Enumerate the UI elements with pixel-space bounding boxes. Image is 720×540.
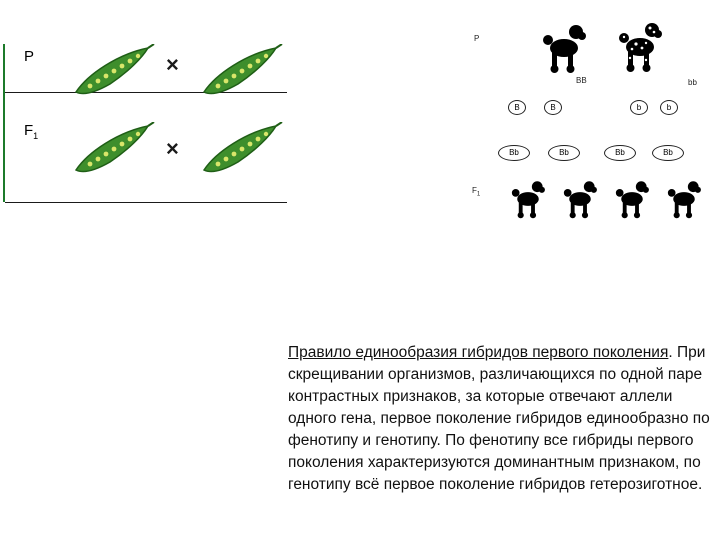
black-poodle-icon xyxy=(612,178,652,220)
offspring-genotype: Bb xyxy=(498,145,530,161)
pea-pod-icon xyxy=(68,44,156,100)
pea-cross-diagram xyxy=(0,30,292,205)
f1-generation-label: $F_1$ xyxy=(472,186,481,198)
parent-genotype-label: bb xyxy=(688,78,697,87)
offspring-genotype: Bb xyxy=(652,145,684,161)
black-poodle-icon xyxy=(508,178,548,220)
divider-line xyxy=(5,202,287,203)
f1-generation-label: $F_1$ xyxy=(24,122,39,141)
rule-body: . При скрещивании организмов, различающихся по одной паре контрастных признаков, за которые отвечают аллели одного гена, первое поколение гибридов единообразно по фенотипу и генотипу. По фенотипу все гибриды первого поколения характеризуются доминантным признаком, по генотипу всё первое поколение гибридов гетерозиготное. xyxy=(288,344,710,493)
parent-generation-label: P xyxy=(474,34,480,43)
black-poodle-icon xyxy=(538,22,590,74)
rule-paragraph xyxy=(288,342,716,496)
gamete-circle: B xyxy=(544,100,562,115)
black-poodle-icon xyxy=(664,178,704,220)
gamete-circle: B xyxy=(508,100,526,115)
parent-generation-label: P xyxy=(24,48,35,65)
offspring-genotype: Bb xyxy=(548,145,580,161)
pea-pod-icon xyxy=(68,122,156,178)
black-poodle-icon xyxy=(560,178,600,220)
rule-title: Правило единообразия гибридов первого поколения xyxy=(288,344,669,361)
gamete-circle: b xyxy=(660,100,678,115)
pea-pod-icon xyxy=(196,122,284,178)
poodle-cross-diagram xyxy=(468,18,718,228)
gamete-circle: b xyxy=(630,100,648,115)
offspring-genotype: Bb xyxy=(604,145,636,161)
generation-bar xyxy=(3,44,5,202)
parent-genotype-label: BB xyxy=(576,76,587,85)
spotted-poodle-icon xyxy=(614,20,666,74)
cross-icon: × xyxy=(166,136,179,161)
pea-pod-icon xyxy=(196,44,284,100)
cross-icon: × xyxy=(166,52,179,77)
